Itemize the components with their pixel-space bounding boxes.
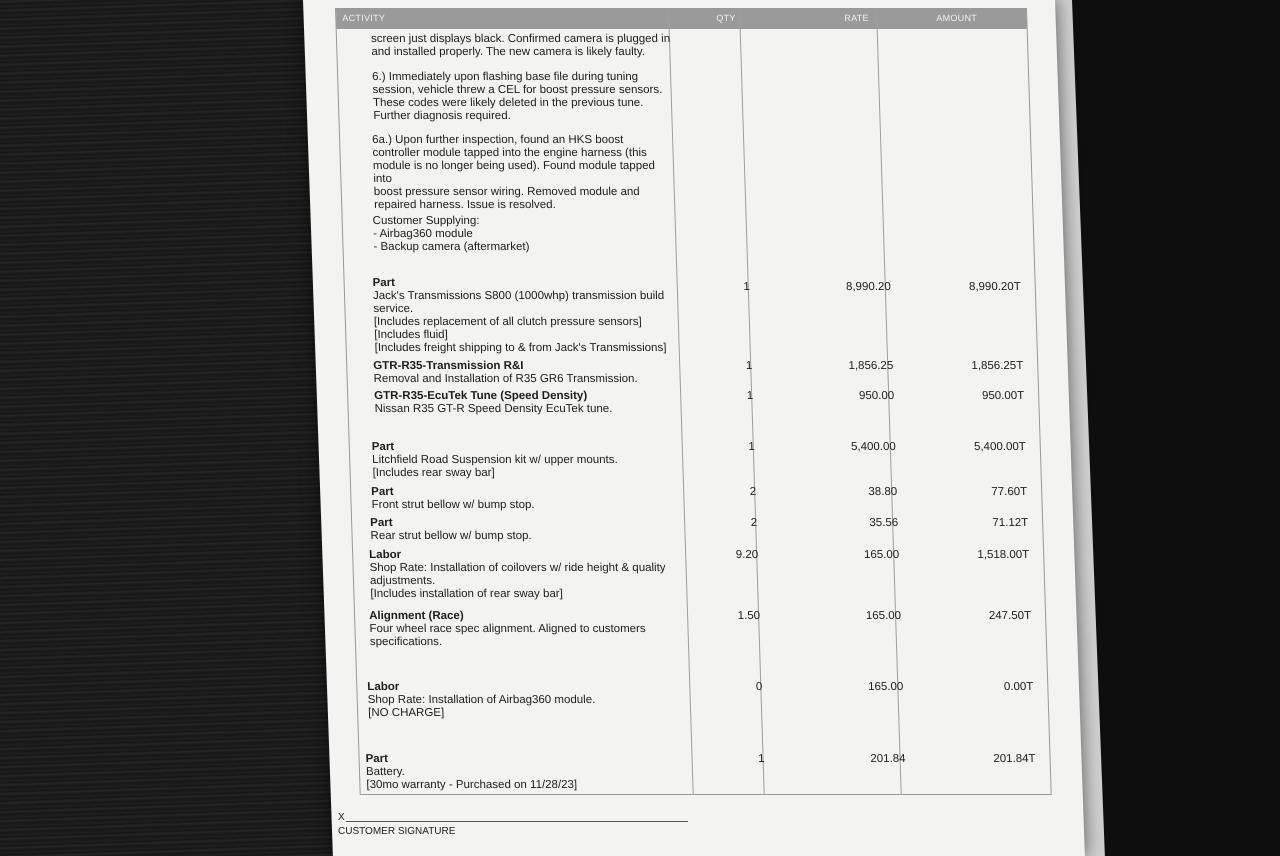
signature-x-mark: X xyxy=(338,812,345,823)
row-activity xyxy=(373,215,674,254)
row-title: Part xyxy=(372,277,396,289)
row-description: 6.) Immediately upon flashing base file during tuning session, vehicle threw a CEL for boost pressure sensors. These codes were likely deleted in the previous tune. Further diagnosis required. xyxy=(371,71,663,122)
row-amount: 77.60T xyxy=(991,486,1028,498)
row-description: Rear strut bellow w/ bump stop. xyxy=(370,530,532,542)
row-rate: 950.00 xyxy=(858,390,895,402)
row-qty: 9.20 xyxy=(735,549,759,561)
row-title: Labor xyxy=(369,549,402,561)
row-amount: 1,856.25T xyxy=(971,360,1024,372)
row-amount: 950.00T xyxy=(981,390,1025,402)
row-activity xyxy=(373,360,674,386)
row-amount: 5,400.00T xyxy=(973,441,1026,453)
row-activity xyxy=(370,517,671,543)
row-rate: 165.00 xyxy=(867,681,904,693)
signature-line xyxy=(346,821,688,822)
row-qty: 2 xyxy=(749,486,757,498)
row-description: Four wheel race spec alignment. Aligned to customers specifications. xyxy=(369,623,646,648)
row-qty: 1 xyxy=(758,753,765,765)
row-title: Part xyxy=(369,517,393,529)
row-description: Jack's Transmissions S800 (1000whp) transmission build service. [Includes replacement of all clutch pressure sensors] [Includes fluid] [Includes freight shipping to & from Jack's Transmissions] xyxy=(372,290,667,354)
row-rate: 201.84 xyxy=(870,753,906,765)
row-activity xyxy=(372,134,674,212)
row-qty: 1.50 xyxy=(737,610,761,622)
row-title: GTR-R35-Transmission R&I xyxy=(373,360,524,372)
row-title: Alignment (Race) xyxy=(368,610,464,622)
row-activity xyxy=(372,441,673,480)
row-amount: 1,518.00T xyxy=(977,549,1030,561)
row-description: Front strut bellow w/ bump stop. xyxy=(371,499,535,511)
row-amount: 0.00T xyxy=(1003,681,1034,693)
invoice-table xyxy=(335,8,1052,795)
row-rate: 35.56 xyxy=(869,517,899,529)
row-description: 6a.) Upon further inspection, found an HKS boost controller module tapped into the engine harness (this module is no longer being used). Found module tapped into boost pressure sensor wiring. Removed module and repaired harness. Issue is resolved. xyxy=(371,134,656,211)
row-qty: 2 xyxy=(750,517,758,529)
row-amount: 247.50T xyxy=(988,610,1032,622)
row-rate: 165.00 xyxy=(863,549,900,561)
row-description: Nissan R35 GT-R Speed Density EcuTek tune. xyxy=(374,403,613,415)
row-rate: 1,856.25 xyxy=(848,360,894,372)
row-title: Labor xyxy=(367,681,400,693)
row-description: Removal and Installation of R35 GR6 Transmission. xyxy=(373,373,638,385)
row-activity xyxy=(371,33,672,59)
row-title: GTR-R35-EcuTek Tune (Speed Density) xyxy=(374,390,588,402)
row-activity xyxy=(367,681,668,720)
row-qty: 1 xyxy=(746,390,754,402)
table-header xyxy=(336,9,1027,29)
row-rate: 8,990.20 xyxy=(845,281,891,293)
row-activity xyxy=(371,486,672,512)
header-rate: RATE xyxy=(844,13,870,23)
header-activity: ACTIVITY xyxy=(342,13,386,23)
row-rate: 165.00 xyxy=(865,610,902,622)
row-activity xyxy=(369,610,670,649)
row-qty: 1 xyxy=(745,360,753,372)
row-description: Customer Supplying: - Airbag360 module - Backup camera (aftermarket) xyxy=(372,215,530,253)
row-amount: 71.12T xyxy=(992,517,1029,529)
row-activity xyxy=(369,549,671,601)
row-activity xyxy=(365,753,666,792)
row-description: Shop Rate: Installation of coilovers w/ ride height & quality adjustments. [Includes installation of rear sway bar] xyxy=(369,562,666,600)
row-qty: 0 xyxy=(755,681,763,693)
row-title: Part xyxy=(371,441,395,453)
row-title: Part xyxy=(365,753,389,765)
row-description: Shop Rate: Installation of Airbag360 module. [NO CHARGE] xyxy=(367,694,596,719)
row-activity xyxy=(374,390,675,416)
row-amount: 201.84T xyxy=(993,753,1036,765)
header-qty: QTY xyxy=(716,13,736,23)
header-amount: AMOUNT xyxy=(936,13,978,23)
row-description: screen just displays black. Confirmed camera is plugged in and installed properly. The new camera is likely faulty. xyxy=(370,33,671,58)
signature-label: CUSTOMER SIGNATURE xyxy=(338,826,456,837)
row-qty: 1 xyxy=(748,441,755,453)
row-rate: 5,400.00 xyxy=(850,441,896,453)
row-amount: 8,990.20T xyxy=(968,281,1021,293)
row-description: Battery. [30mo warranty - Purchased on 11/28/23] xyxy=(365,766,578,791)
row-qty: 1 xyxy=(743,281,750,293)
row-activity xyxy=(372,277,674,355)
row-title: Part xyxy=(371,486,394,498)
row-rate: 38.80 xyxy=(868,486,898,498)
row-description: Litchfield Road Suspension kit w/ upper mounts. [Includes rear sway bar] xyxy=(372,454,618,479)
row-activity xyxy=(372,71,674,123)
